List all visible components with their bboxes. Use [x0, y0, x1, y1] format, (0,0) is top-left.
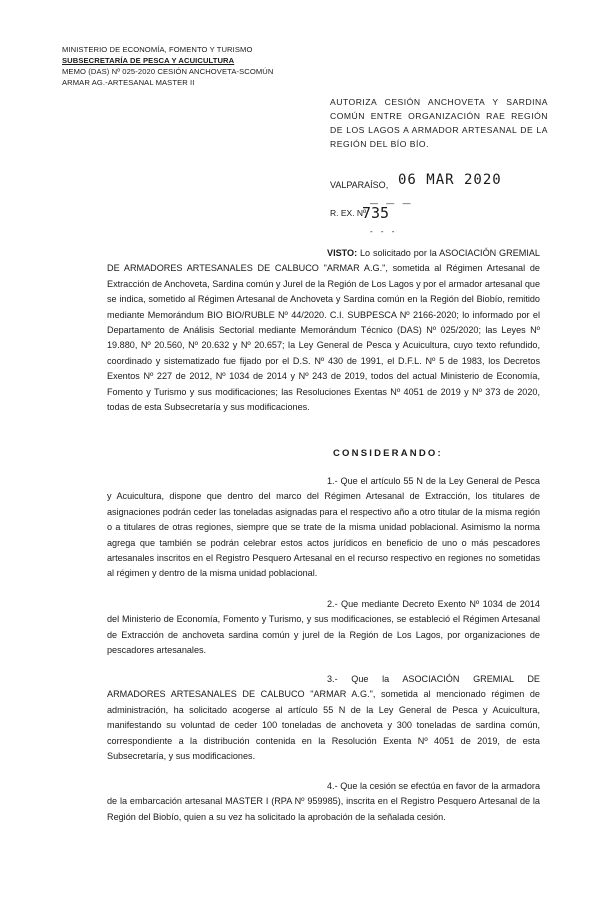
considerando-2 [107, 597, 540, 659]
memo-reference-line-2: ARMAR AG.-ARTESANAL MASTER II [62, 78, 195, 87]
considerando-4 [107, 779, 540, 825]
considerando-3 [107, 672, 540, 764]
stamp-mark-top: — — — [370, 199, 414, 208]
considerando-heading: CONSIDERANDO: [333, 448, 443, 459]
considerando-text: 1.- Que el artículo 55 N de la Ley General de Pesca y Acuicultura, dispone que dentro del marco del Régimen Artesanal de Extracción, los titulares de asignaciones podrán ceder las toneladas asignadas para el respectivo año a otro titular de la misma región o a titulares de otras regiones, siempre que se trate de la misma unidad poblacional. Asimismo la norma agrega que también se podrán celebrar estos actos jurídicos en beneficio de uno o más pescadores artesanales inscritos en el Registro Pesquero Artesanal en el recurso respectivo en regiones no sometidas al régimen y dentro de la misma unidad poblacional. [107, 476, 540, 579]
visto-paragraph [107, 246, 540, 415]
resolution-title: AUTORIZA CESIÓN ANCHOVETA Y SARDINA COMÚN ENTRE ORGANIZACIÓN RAE REGIÓN DE LOS LAGOS A ARMADOR ARTESANAL DE LA REGIÓN DEL BÍO BÍO. [330, 97, 548, 149]
visto-text: Lo solicitado por la ASOCIACIÓN GREMIAL DE ARMADORES ARTESANALES DE CALBUCO "ARMAR A.G.", sometida al Régimen Artesanal de Extracción de Anchoveta, Sardina común y Jurel de la Región de Los Lagos y por el armador artesanal que se indica, sometido al Régimen Artesanal de Anchoveta y Sardina común en la Región del Biobío, remitido mediante Memorándum BIO BIO/RUBLE Nº 44/2020. C.I. SUBPESCA Nº 2166-2020; lo informado por el Departamento de Análisis Sectorial mediante Memorándum Técnico (DAS) Nº 025/2020; las Leyes Nº 19.880, Nº 20.560, Nº 20.632 y Nº 20.657; la Ley General de Pesca y Acuicultura, cuyo texto refundido, coordinado y sistematizado fue fijado por el D.S. Nº 430 de 1991, el D.F.L. Nº 5 de 1983, los Decretos Exentos Nº 227 de 2012, Nº 1034 de 2014 y Nº 243 de 2019, todos del actual Ministerio de Economía, Fomento y Turismo y sus modificaciones; las Resoluciones Exentas Nº 4051 de 2019 y Nº 373 de 2020, todas de esta Subsecretaría y sus modificaciones. [107, 248, 540, 413]
resolution-number: 735 [362, 204, 390, 222]
letterhead [62, 44, 292, 88]
memo-reference-line-1: MEMO (DAS) Nº 025-2020 CESIÓN ANCHOVETA-SCOMÚN [62, 67, 274, 76]
considerando-1 [107, 474, 540, 582]
ministry-name: MINISTERIO DE ECONOMÍA, FOMENTO Y TURISMO [62, 45, 253, 54]
visto-heading: VISTO: [327, 248, 358, 258]
considerando-text: 2.- Que mediante Decreto Exento Nº 1034 de 2014 del Ministerio de Economía, Fomento y Turismo, y sus modificaciones, se estableció el Régimen Artesanal de Extracción de anchoveta sardina común y jurel de la Región de Los Lagos, por organizaciones de pescadores artesanales. [107, 599, 540, 656]
subsecretaria-name: SUBSECRETARÍA DE PESCA Y ACUICULTURA [62, 56, 235, 65]
considerando-text: 4.- Que la cesión se efectúa en favor de la armadora de la embarcación artesanal MASTER I (RPA Nº 959985), inscrita en el Registro Pesquero Artesanal de la Región del Biobío, quien a su vez ha solicitado la aprobación de la señalada cesión. [107, 781, 540, 822]
considerando-text: 3.- Que la ASOCIACIÓN GREMIAL DE ARMADORES ARTESANALES DE CALBUCO "ARMAR A.G.", sometida al mencionado régimen de administración, ha solicitado acogerse al artículo 55 N de la Ley General de Pesca y Acuicultura, manifestando su voluntad de ceder 100 toneladas de anchoveta y 300 toneladas de sardina común, correspondiente a la distribución contenida en la Resolución Exenta Nº 4051 de 2019, de esta Subsecretaría, y sus modificaciones. [107, 674, 540, 762]
place-label: VALPARAÍSO, [330, 180, 389, 190]
stamp-mark-bottom: - - - [370, 227, 398, 236]
stamped-date: 06 MAR 2020 [398, 172, 502, 188]
resolution-number-label: R. EX. Nº [330, 208, 367, 218]
